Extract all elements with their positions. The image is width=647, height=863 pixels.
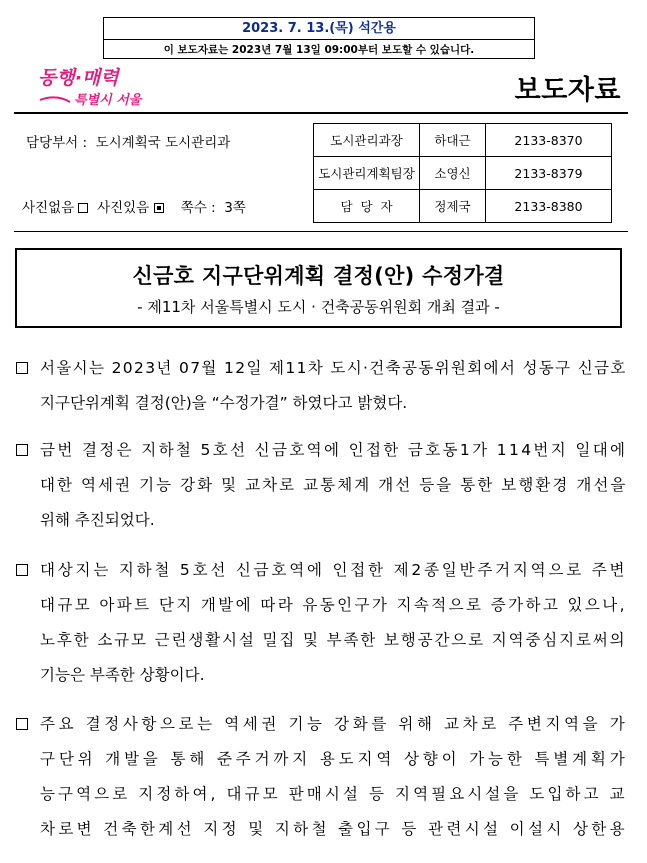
contact-phone: 2133-8379 [486, 157, 612, 190]
contact-name: 정제국 [420, 190, 486, 223]
svg-text:동행·매력: 동행·매력 [38, 67, 119, 89]
department: 담당부서 : 도시계획국 도시관리과 [26, 135, 231, 151]
photo-yes-checkbox-icon [154, 203, 164, 213]
paragraph-line: 금번 결정은 지하철 5호선 신금호역에 인접한 금호동1가 114번지 일대에 [40, 441, 628, 459]
paragraph-line: 기능은 부족한 상황이다. [40, 666, 205, 684]
paragraph-line: 차로변 건축한계선 지정 및 지하철 출입구 등 관련시설 이설시 상한용 [40, 820, 628, 838]
headline-sub: - 제11차 서울특별시 도시 · 건축공동위원회 개최 결과 - [137, 298, 500, 316]
headline-box [15, 248, 622, 328]
paragraph-line: 지구단위계획 결정(안)을 “수정가결” 하였다고 밝혔다. [40, 394, 408, 412]
paragraph-1 [16, 351, 625, 421]
headline-main: 신금호 지구단위계획 결정(안) 수정가결 [132, 264, 505, 288]
info-divider [14, 231, 628, 232]
contact-row [314, 190, 612, 223]
paragraph-2 [16, 433, 628, 538]
paragraph-line: 노후한 소규모 근린생활시설 밀집 및 부족한 보행공간으로 지역중심지로써의 [40, 631, 627, 649]
paragraph-line: 구단위 개발을 통해 준주거까지 용도지역 상향이 가능한 특별계획가 [40, 750, 629, 768]
contact-phone: 2133-8370 [486, 124, 612, 157]
bullet-box-icon [16, 564, 28, 576]
paragraph-line: 대한 역세권 기능 강화 및 교차로 교통체계 개선 등을 통한 보행환경 개선을 [40, 476, 628, 494]
contact-name: 소영신 [420, 157, 486, 190]
press-release-title: 보도자료 [514, 75, 621, 106]
photo-and-pages [22, 196, 246, 216]
contact-row [314, 157, 612, 190]
bullet-box-icon [16, 362, 28, 374]
paragraph-line: 능구역으로 지정하여, 대규모 판매시설 등 지역필요시설을 도입하고 교 [40, 785, 628, 803]
seoul-logo-graphic [34, 60, 152, 110]
embargo-box [103, 17, 535, 59]
photo-none-checkbox-icon [78, 203, 88, 213]
contact-role: 도시관리계획팀장 [314, 157, 420, 190]
embargo-note: 이 보도자료는 2023년 7월 13일 09:00부터 보도할 수 있습니다. [163, 44, 475, 56]
pages-label: 쪽수 : 3쪽 [180, 200, 246, 216]
contact-row [314, 124, 612, 157]
paragraph-4 [16, 707, 629, 847]
paragraph-3 [16, 553, 628, 693]
contact-role: 담 당 자 [314, 190, 420, 223]
contacts-table [313, 123, 612, 223]
paragraph-line: 주요 결정사항으로는 역세권 기능 강화를 위해 교차로 주변지역을 가 [40, 715, 629, 733]
contact-role: 도시관리과장 [314, 124, 420, 157]
photo-yes-label: 사진있음 [97, 200, 150, 216]
header-divider [14, 112, 628, 114]
svg-text:특별시 서울: 특별시 서울 [74, 93, 142, 108]
contact-phone: 2133-8380 [486, 190, 612, 223]
bullet-box-icon [16, 718, 28, 730]
paragraph-line: 서울시는 2023년 07월 12일 제11차 도시·건축공동위원회에서 성동구 신금호 [40, 359, 627, 377]
paragraph-line: 대규모 아파트 단지 개발에 따라 유동인구가 지속적으로 증가하고 있으나, [40, 596, 627, 614]
contact-name: 하대근 [420, 124, 486, 157]
paragraph-line: 대상지는 지하철 5호선 신금호역에 인접한 제2종일반주거지역으로 주변 [40, 561, 628, 579]
release-date: 2023. 7. 13.(목) 석간용 [104, 18, 534, 40]
paragraph-line: 위해 추진되었다. [40, 511, 155, 529]
photo-none-label: 사진없음 [22, 200, 75, 216]
seoul-logo [34, 60, 152, 110]
bullet-box-icon [16, 444, 28, 456]
